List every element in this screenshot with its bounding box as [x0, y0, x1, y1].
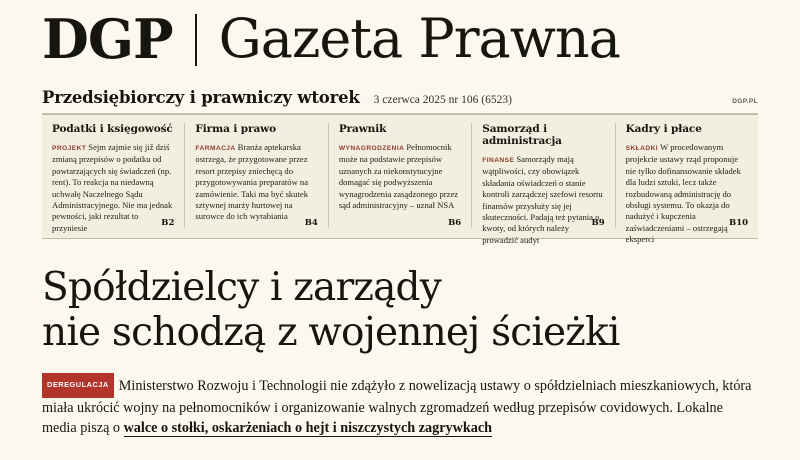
teaser-title: Samorząd i administracja	[482, 123, 562, 147]
section-teaser-band	[42, 114, 758, 245]
masthead-title: Gazeta Prawna	[218, 7, 620, 70]
teaser-body	[626, 142, 748, 246]
deck-tag-badge: DEREGULACJA	[42, 373, 114, 398]
teaser-item[interactable]	[471, 123, 614, 245]
headline-line-2: nie schodzą z wojennej ścieżki	[42, 310, 620, 355]
deck-inline-link[interactable]: walce o stołki, oskarżeniach o hejt i niszczystych zagrywkach	[123, 419, 493, 436]
lead-story	[42, 265, 758, 438]
masthead-logo: DGP	[42, 7, 173, 71]
lead-deck	[42, 373, 758, 438]
teaser-body	[195, 142, 317, 223]
teaser-title: Prawnik	[338, 123, 387, 135]
deck-text: Ministerstwo Rozwoju i Technologii nie zdążyło z nowelizacją ustawy o spółdzielniach mieszkaniowych, która miała ukrócić wojny na pełnomocników i organizowanie walnych zgromadzeń według przepisów covidowych. Lokalne media piszą o	[42, 378, 752, 436]
teaser-body	[482, 154, 604, 246]
masthead	[0, 0, 800, 70]
teaser-kicker: WYNAGRODZENIA	[338, 145, 405, 152]
teaser-page-number: B2	[161, 218, 175, 228]
teaser-page-number: B6	[448, 218, 462, 228]
teaser-title: Podatki i księgowość	[52, 123, 173, 135]
teaser-item[interactable]	[328, 123, 471, 228]
teaser-kicker: SKŁADKI	[625, 145, 659, 152]
teaser-item[interactable]	[184, 123, 327, 228]
teaser-title: Firma i prawo	[195, 123, 277, 135]
subhead-bar	[42, 88, 758, 113]
headline[interactable]	[42, 265, 758, 355]
teaser-item[interactable]	[42, 123, 184, 233]
teaser-kicker: FARMACJA	[195, 145, 236, 152]
teaser-text: W procedowanym projekcie ustawy rząd proponuje nie tylko dofinansowanie składek dla ludzi sztuki, lecz także rozbudowaną administrację do obsługi systemu. To okazja do nadużyć i kupczenia zaświadczeniami – ostrzegają eksperci	[625, 142, 741, 245]
teaser-page-number: B4	[304, 218, 318, 228]
edition-subtitle: Przedsiębiorczy i prawniczy wtorek	[42, 88, 360, 107]
teaser-kicker: PROJEKT	[52, 145, 87, 152]
teaser-page-number: B9	[591, 218, 605, 228]
site-url: DGP.PL	[732, 98, 758, 105]
teaser-text: Pełnomocnik może na podstawie przepisów uznanych za niekonstytucyjne domagać się podwyższenia wynagrodzenia zasądzonego przez sąd administracyjny – uznał NSA	[338, 142, 459, 211]
teaser-title: Kadry i płace	[625, 123, 702, 135]
teaser-page-number: B10	[729, 218, 749, 228]
headline-line-1: Spółdzielcy i zarządy	[42, 265, 441, 310]
teaser-body	[339, 142, 461, 211]
masthead-divider	[195, 14, 197, 66]
edition-date: 3 czerwca 2025 nr 106 (6523)	[373, 94, 512, 106]
teaser-body	[52, 142, 174, 234]
teaser-text: Sejm zajmie się již dziś zmianą przepisów o podatku od powtarzających się świadczeń (np. rent). To reakcja na niedawną uchwałę Naczelnego Sądu Administracyjnego. Nie ma jednak pewności, jaki rezultat to przyniesie	[52, 142, 173, 233]
teaser-text: Branża aptekarska ostrzega, że przygotowane przez resort przepisy zniechęcą do przygotowywania preparatów na zamówienie. Taki ma być skutek sztywnej marży hurtowej na surowce do ich wyrabiania	[195, 142, 309, 222]
teaser-text: Samorządy mają wątpliwości, czy obowiązek składania oświadczeń o stanie kontroli zarządczej szefowi resortu finansów przysłuży się jej skuteczności. Padają też pytania o kwoty, od których należy prowadzić audyt	[482, 154, 603, 245]
teaser-kicker: FINANSE	[482, 157, 515, 164]
teaser-item[interactable]	[615, 123, 758, 245]
